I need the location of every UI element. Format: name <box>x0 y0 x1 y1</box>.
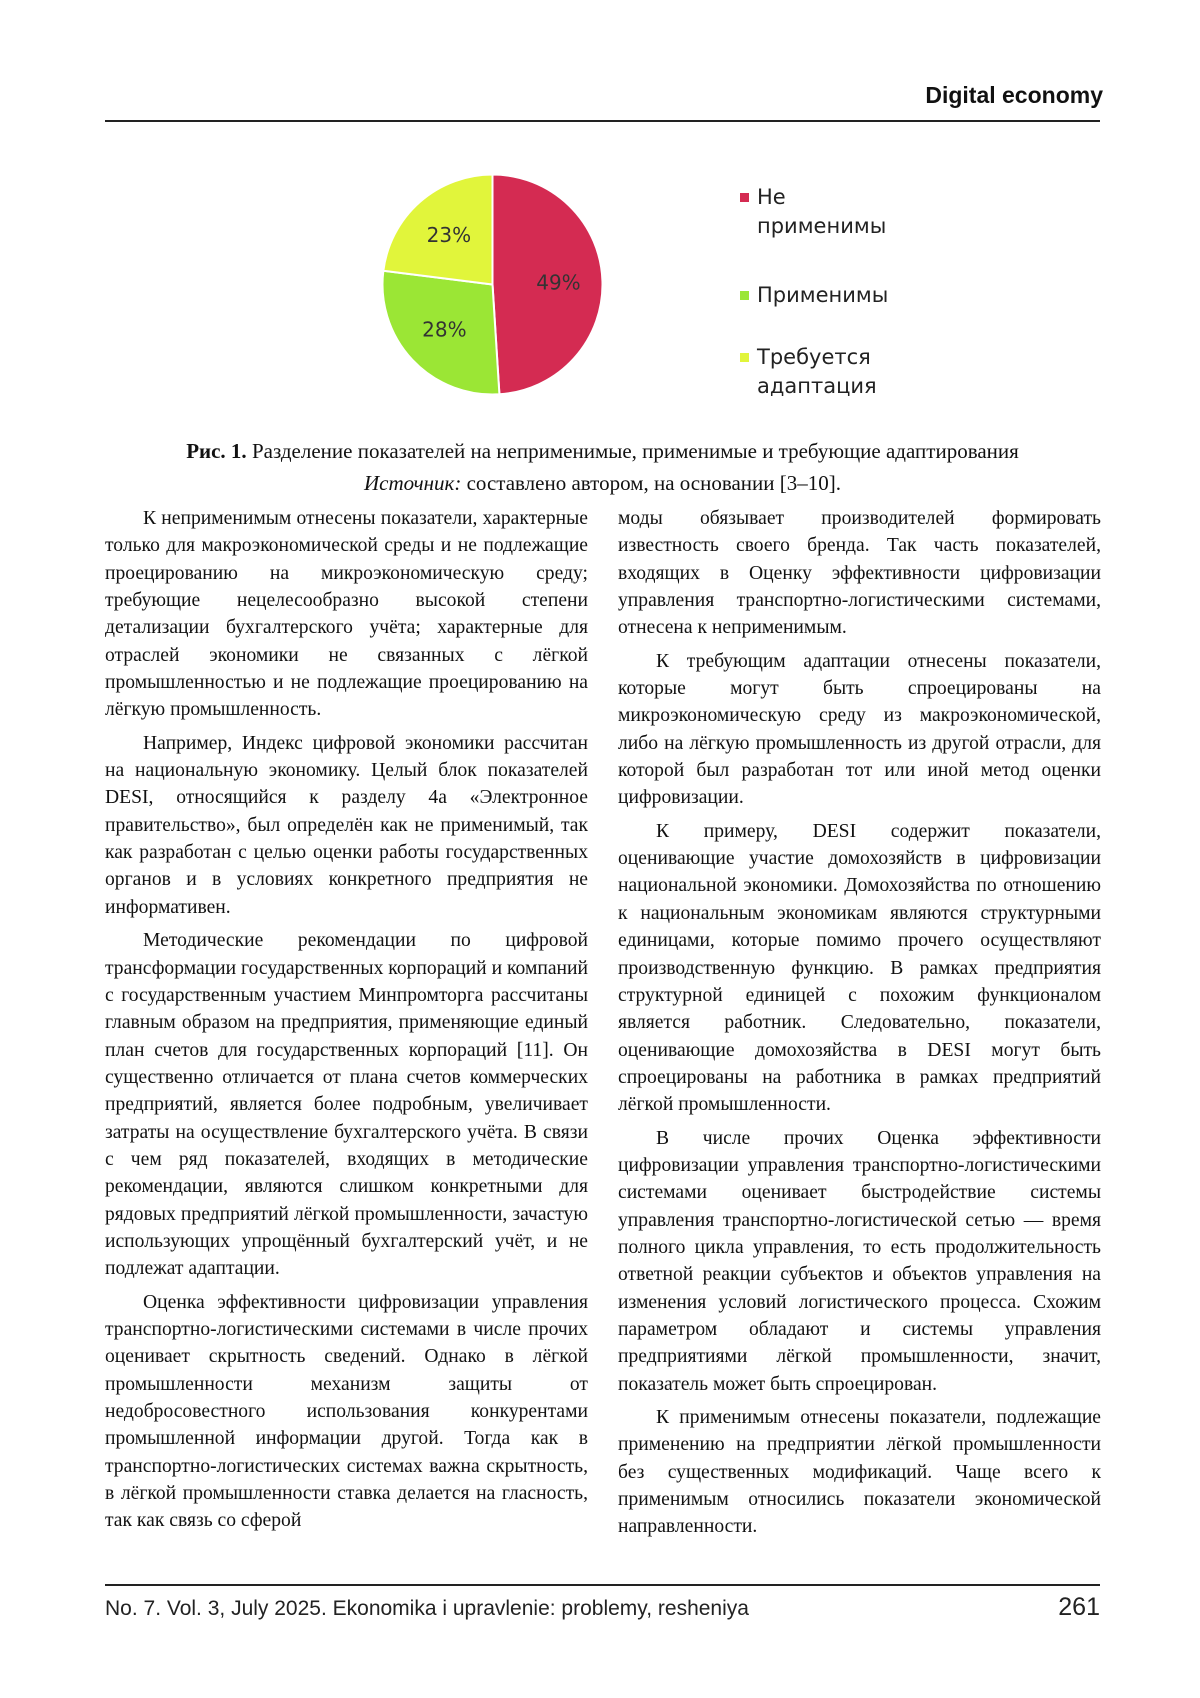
paragraph: В числе прочих Оценка эффективности цифровизации управления транспортно-логистическими системами оценивает быстродействие системы управления транспортно-логистической сетью — время полного цикла управления, то есть продолжительность ответной реакции субъектов и объектов управления на изменения условий логистического процесса. Схожим параметром обладают и системы управления предприятиями лёгкой промышленности, значит, показатель может быть спроецирован. <box>618 1127 1101 1395</box>
paragraph: Оценка эффективности цифровизации управления транспортно-логистическими системами в числе прочих оценивает скрытность сведений. Однако в лёгкой промышленности механизм защиты от недобросовестного использования конкурентами промышленной информации другой. Тогда как в транспортно-логистических системах важна скрытность, в лёгкой промышленности ставка делается на гласность, так как связь со сферой <box>105 1291 588 1532</box>
pie-label-applicable: 28% <box>422 317 467 342</box>
figure-caption <box>105 435 1100 499</box>
figure-source-label: Источник: <box>363 471 462 495</box>
pie-chart <box>380 172 605 397</box>
figure-caption-line <box>105 435 1100 467</box>
paragraph: Например, Индекс цифровой экономики рассчитан на национальную экономику. Целый блок показателей DESI, относящийся к разделу 4a «Электронное правительство», был определён как не применимый, так как разработан с целью оценки работы государственных органов и в условиях конкретного предприятия не информативен. <box>105 732 588 918</box>
paragraph: К требующим адаптации отнесены показатели, которые могут быть спроецированы на микроэкономическую среду из макроэкономической, либо на лёгкую промышленность из другой отрасли, для которой был разработан тот или иной метод оценки цифровизации. <box>618 650 1101 809</box>
paragraph: К применимым отнесены показатели, подлежащие применению на предприятии лёгкой промышленности без существенных модификаций. Чаще всего к применимым относились показатели экономической направленности. <box>618 1407 1101 1538</box>
legend-item-adaptation <box>740 343 897 401</box>
figure-caption-text: Разделение показателей на неприменимые, применимые и требующие адаптирования <box>251 439 1019 463</box>
legend-label: Требуется адаптация <box>757 345 877 398</box>
right-column <box>618 505 1101 1547</box>
paragraph: К примеру, DESI содержит показатели, оценивающие участие домохозяйств в цифровизации национальной экономики. Домохозяйства по отношению к национальным экономикам являются структурными единицами, которые помимо прочего осуществляют производственную функцию. В рамках предприятия структурной единицей с похожим функционалом является работник. Следовательно, показатели, оценивающие домохозяйства в DESI могут быть спроецированы на работника в рамках предприятий лёгкой промышленности. <box>618 820 1101 1116</box>
legend-swatch <box>740 291 749 300</box>
legend-label: Применимы <box>757 283 889 307</box>
legend-item-not-applicable <box>740 183 897 241</box>
footer-citation: No. 7. Vol. 3, July 2025. Ekonomika i upravlenie: problemy, resheniya <box>105 1597 749 1620</box>
header-rule <box>105 120 1100 122</box>
paragraph: Методические рекомендации по цифровой трансформации государственных корпораций и компаний с государственным участием Минпромторга рассчитаны главным образом на предприятия, применяющие единый план счетов для государственных корпораций [11]. Он существенно отличается от плана счетов коммерческих предприятий, является более подробным, увеличивает затраты на осуществление бухгалтерского учёта. В связи с чем ряд показателей, входящих в методические рекомендации, являются слишком конкретными для рядовых предприятий лёгкой промышленности, зачастую использующих упрощённый бухгалтерский учёт, и не подлежат адаптации. <box>105 930 588 1280</box>
left-column <box>105 505 588 1541</box>
legend-item-applicable <box>740 281 897 310</box>
page-number: 261 <box>1058 1593 1100 1621</box>
paragraph: моды обязывает производителей формировать известность своего бренда. Так часть показателей, входящих в Оценку эффективности цифровизации управления транспортно-логистическими системами, отнесена к неприменимым. <box>618 508 1101 639</box>
legend-label: Не применимы <box>757 185 887 238</box>
running-header: Digital economy <box>925 82 1103 108</box>
pie-label-not-applicable: 49% <box>536 270 581 295</box>
paragraph: К неприменимым отнесены показатели, характерные только для макроэкономической среды и не подлежащие проецированию на микроэкономическую среду; требующие нецелесообразно высокой степени детализации бухгалтерского учёта; характерные для отраслей экономики не связанных с лёгкой промышленностью и не подлежащие проецированию на лёгкую промышленность. <box>105 508 588 721</box>
figure-source-line <box>105 467 1100 499</box>
figure-label: Рис. 1. <box>186 439 247 463</box>
pie-label-adaptation: 23% <box>426 222 472 247</box>
chart-legend <box>740 183 897 401</box>
legend-swatch <box>740 353 749 362</box>
legend-swatch <box>740 193 749 202</box>
footer-rule <box>105 1584 1100 1586</box>
figure-source-text: составлено автором, на основании [3–10]. <box>466 471 842 495</box>
